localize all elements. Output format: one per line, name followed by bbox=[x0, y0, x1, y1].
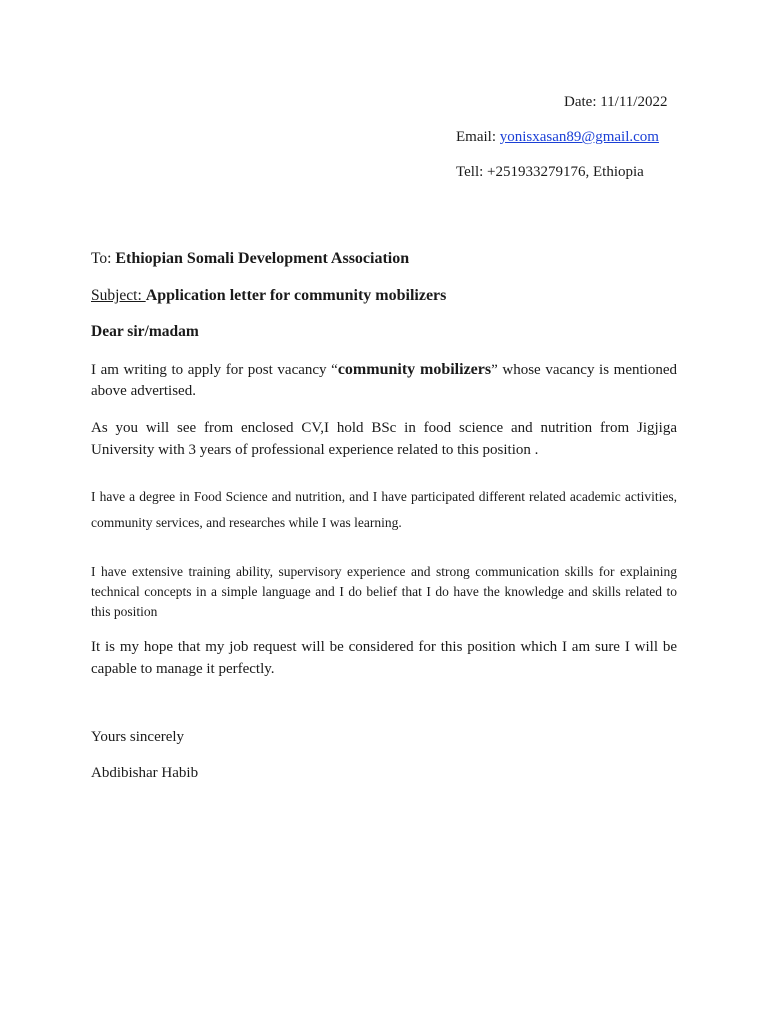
paragraph-1 bbox=[91, 359, 677, 402]
tell-value: +251933279176, Ethiopia bbox=[487, 164, 644, 180]
position-title: community mobilizers bbox=[337, 361, 492, 378]
recipient-organization: Ethiopian Somali Development Association bbox=[115, 250, 410, 267]
subject-label: Subject: bbox=[91, 287, 146, 304]
email-label: Email: bbox=[456, 129, 500, 145]
paragraph-1-end: ” whose vacancy is mentioned above advertised. bbox=[91, 362, 677, 399]
date-value: 11/11/2022 bbox=[600, 94, 668, 110]
paragraph-5: It is my hope that my job request will be considered for this position which I am sure I will be capable to manage it perfectly. bbox=[91, 639, 677, 677]
tell-line bbox=[456, 164, 644, 181]
subject-text: Application letter for community mobilizers bbox=[145, 287, 447, 304]
paragraph-3: I have a degree in Food Science and nutrition, and I have participated different related academic activities, community services, and researches while I was learning. bbox=[91, 489, 677, 530]
signature-name: Abdibishar Habib bbox=[91, 765, 199, 781]
to-label: To: bbox=[91, 250, 116, 267]
tell-label: Tell: bbox=[456, 164, 488, 180]
email-line bbox=[456, 129, 659, 146]
paragraph-2: As you will see from enclosed CV,I hold BSc in food science and nutrition from Jigjiga University with 3 years of professional experience related to this position . bbox=[91, 420, 677, 458]
date-label: Date: bbox=[564, 94, 601, 110]
subject-line bbox=[91, 287, 446, 305]
salutation: Dear sir/madam bbox=[91, 323, 199, 340]
email-link[interactable]: yonisxasan89@gmail.com bbox=[499, 129, 659, 145]
recipient-line bbox=[91, 250, 409, 268]
date-line bbox=[564, 94, 667, 111]
paragraph-4: I have extensive training ability, supervisory experience and strong communication skills for explaining technical concepts in a simple language and I do belief that I do have the knowledge and skills related to this position bbox=[91, 564, 677, 619]
paragraph-1-start: I am writing to apply for post vacancy “ bbox=[91, 362, 338, 378]
closing: Yours sincerely bbox=[91, 729, 185, 745]
